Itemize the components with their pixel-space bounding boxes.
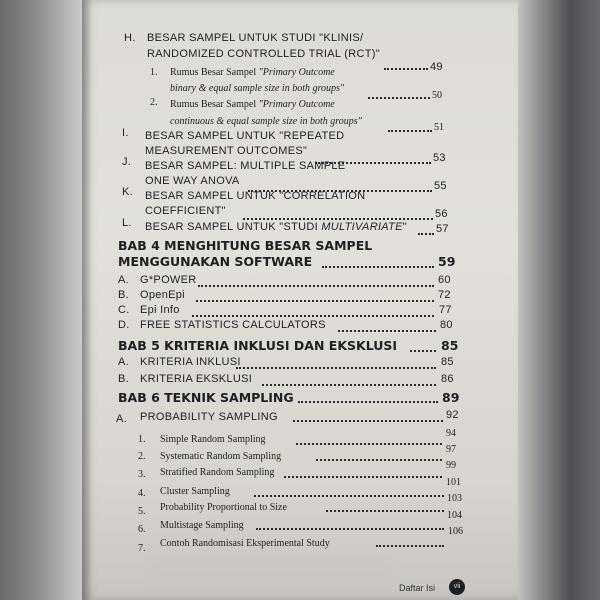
toc-bab4-page: 59 [438, 254, 456, 269]
toc-bab6-1-text: Simple Random Sampling [160, 434, 266, 445]
toc-bab6-3-text: Stratified Random Sampling [160, 467, 275, 478]
toc-bab4-b-leader [196, 300, 434, 302]
toc-h-line1: BESAR SAMPEL UNTUK STUDI "KLINIS/ [147, 32, 364, 44]
toc-bab6-5-page: 103 [447, 493, 462, 504]
toc-bab5-b-letter: B. [118, 373, 129, 385]
toc-bab6-4-page: 101 [446, 477, 461, 488]
toc-bab6-5-text: Probability Proportional to Size [160, 502, 287, 513]
toc-h-leader [384, 68, 428, 70]
toc-bab6-2-page: 97 [446, 444, 456, 455]
toc-bab5-a-text: KRITERIA INKLUSI [140, 356, 241, 368]
toc-bab5-b-leader [262, 384, 436, 386]
toc-bab4-c-letter: C. [118, 304, 130, 316]
toc-l-text: BESAR SAMPEL UNTUK "STUDI MULTIVARIATE" [145, 221, 407, 233]
toc-bab6-7-text: Contoh Randomisasi Eksperimental Study [160, 538, 330, 549]
toc-bab5-leader [410, 350, 436, 352]
toc-l-page: 57 [436, 223, 449, 235]
toc-bab5-page: 85 [441, 338, 459, 353]
toc-k-page: 56 [435, 208, 448, 220]
toc-bab6-a-letter: A. [116, 413, 127, 425]
toc-bab4-a-letter: A. [118, 274, 129, 286]
toc-bab6-6-num: 6. [138, 524, 146, 535]
toc-bab5-a-leader [236, 367, 436, 369]
toc-h-letter: H. [124, 32, 136, 44]
toc-bab6-7-page: 106 [448, 526, 463, 537]
toc-h2-line1: Rumus Besar Sampel "Primary Outcome [170, 99, 335, 110]
toc-bab4-line1: BAB 4 MENGHITUNG BESAR SAMPEL [118, 238, 373, 253]
toc-bab4-d-text: FREE STATISTICS CALCULATORS [140, 319, 326, 331]
toc-bab4-c-text: Epi Info [140, 304, 180, 316]
toc-j-letter: J. [122, 156, 132, 168]
toc-bab6-4-text: Cluster Sampling [160, 486, 230, 497]
toc-bab6-1-leader [296, 443, 442, 445]
toc-i-line1: BESAR SAMPEL UNTUK "REPEATED [145, 130, 345, 142]
toc-h-line2: RANDOMIZED CONTROLLED TRIAL (RCT)" [147, 48, 380, 60]
toc-bab5-a-letter: A. [118, 356, 129, 368]
toc-k-line2: COEFFICIENT" [145, 205, 226, 217]
toc-bab5-b-text: KRITERIA EKSKLUSI [140, 373, 253, 385]
toc-i-line2: MEASUREMENT OUTCOMES" [145, 145, 308, 157]
toc-bab6-a-page: 92 [446, 409, 459, 421]
toc-bab6-3-num: 3. [138, 469, 146, 480]
toc-bab6-5-leader [326, 510, 444, 512]
toc-bab6-leader [298, 401, 438, 403]
toc-bab6-6-text: Multistage Sampling [160, 520, 244, 531]
page-fold-shadow [82, 0, 92, 600]
toc-bab4-d-leader [338, 330, 436, 332]
toc-bab6-3-page: 99 [446, 460, 456, 471]
toc-bab6-7-num: 7. [138, 543, 146, 554]
toc-bab4-d-page: 80 [440, 319, 453, 331]
toc-bab4-d-letter: D. [118, 319, 130, 331]
toc-k-line1: BESAR SAMPEL UNTUK "CORRELATION [145, 190, 366, 202]
toc-bab5-text: BAB 5 KRITERIA INKLUSI DAN EKSKLUSI [118, 338, 398, 353]
toc-bab6-6-leader [256, 528, 444, 530]
toc-bab6-6-page: 104 [447, 510, 462, 521]
toc-j-line1: BESAR SAMPEL: MULTIPLE SAMPLE [145, 160, 346, 172]
toc-h2-num: 2. [150, 97, 158, 108]
toc-bab4-c-page: 77 [439, 304, 452, 316]
toc-bab4-a-leader [198, 285, 434, 287]
toc-h1-line1: Rumus Besar Sampel "Primary Outcome [170, 67, 335, 78]
show-through-text [150, 560, 390, 582]
toc-bab4-b-text: OpenEpi [140, 289, 185, 301]
toc-bab5-a-page: 85 [441, 356, 454, 368]
toc-i-letter: I. [122, 127, 129, 139]
toc-bab6-1-num: 1. [138, 434, 146, 445]
toc-l-letter: L. [122, 217, 132, 229]
toc-bab6-4-leader [254, 495, 444, 497]
toc-h2-page: 51 [434, 122, 444, 133]
toc-h2-line2: continuous & equal sample size in both groups" [170, 116, 362, 127]
toc-bab6-2-text: Systematic Random Sampling [160, 451, 282, 462]
toc-bab6-4-num: 4. [138, 488, 146, 499]
toc-bab6-text: BAB 6 TEKNIK SAMPLING [118, 390, 294, 405]
toc-j-page: 55 [434, 180, 447, 192]
toc-bab4-a-page: 60 [438, 274, 451, 286]
toc-bab6-a-text: PROBABILITY SAMPLING [140, 411, 278, 423]
footer-label: Daftar Isi [399, 583, 436, 593]
toc-k-leader [243, 218, 433, 220]
toc-bab4-line2: MENGGUNAKAN SOFTWARE [118, 254, 313, 269]
toc-bab6-a-leader [293, 420, 443, 422]
toc-bab4-a-text: G*POWER [140, 274, 197, 286]
toc-bab4-b-page: 72 [438, 289, 451, 301]
toc-bab6-5-num: 5. [138, 506, 146, 517]
toc-h1-num: 1. [150, 67, 158, 78]
toc-j-line2: ONE WAY ANOVA [145, 175, 240, 187]
toc-h-page: 49 [430, 61, 443, 73]
toc-l-leader [418, 233, 434, 235]
toc-h1-leader [368, 97, 430, 99]
toc-h1-page: 50 [432, 90, 442, 101]
toc-bab6-3-leader [284, 476, 442, 478]
toc-bab6-2-leader [316, 459, 442, 461]
toc-bab6-page: 89 [442, 390, 460, 405]
toc-bab6-7-leader [376, 545, 444, 547]
toc-bab4-c-leader [192, 315, 434, 317]
toc-bab4-leader [322, 266, 434, 268]
toc-bab6-2-num: 2. [138, 451, 146, 462]
toc-bab5-b-page: 86 [441, 373, 454, 385]
footer-page-badge: vii [449, 579, 465, 595]
toc-i-page: 53 [433, 152, 446, 164]
toc-k-letter: K. [122, 186, 133, 198]
toc-h2-leader [388, 130, 432, 132]
toc-h1-line2: binary & equal sample size in both groups" [170, 83, 345, 94]
toc-bab6-1-page: 94 [446, 428, 456, 439]
toc-bab4-b-letter: B. [118, 289, 129, 301]
